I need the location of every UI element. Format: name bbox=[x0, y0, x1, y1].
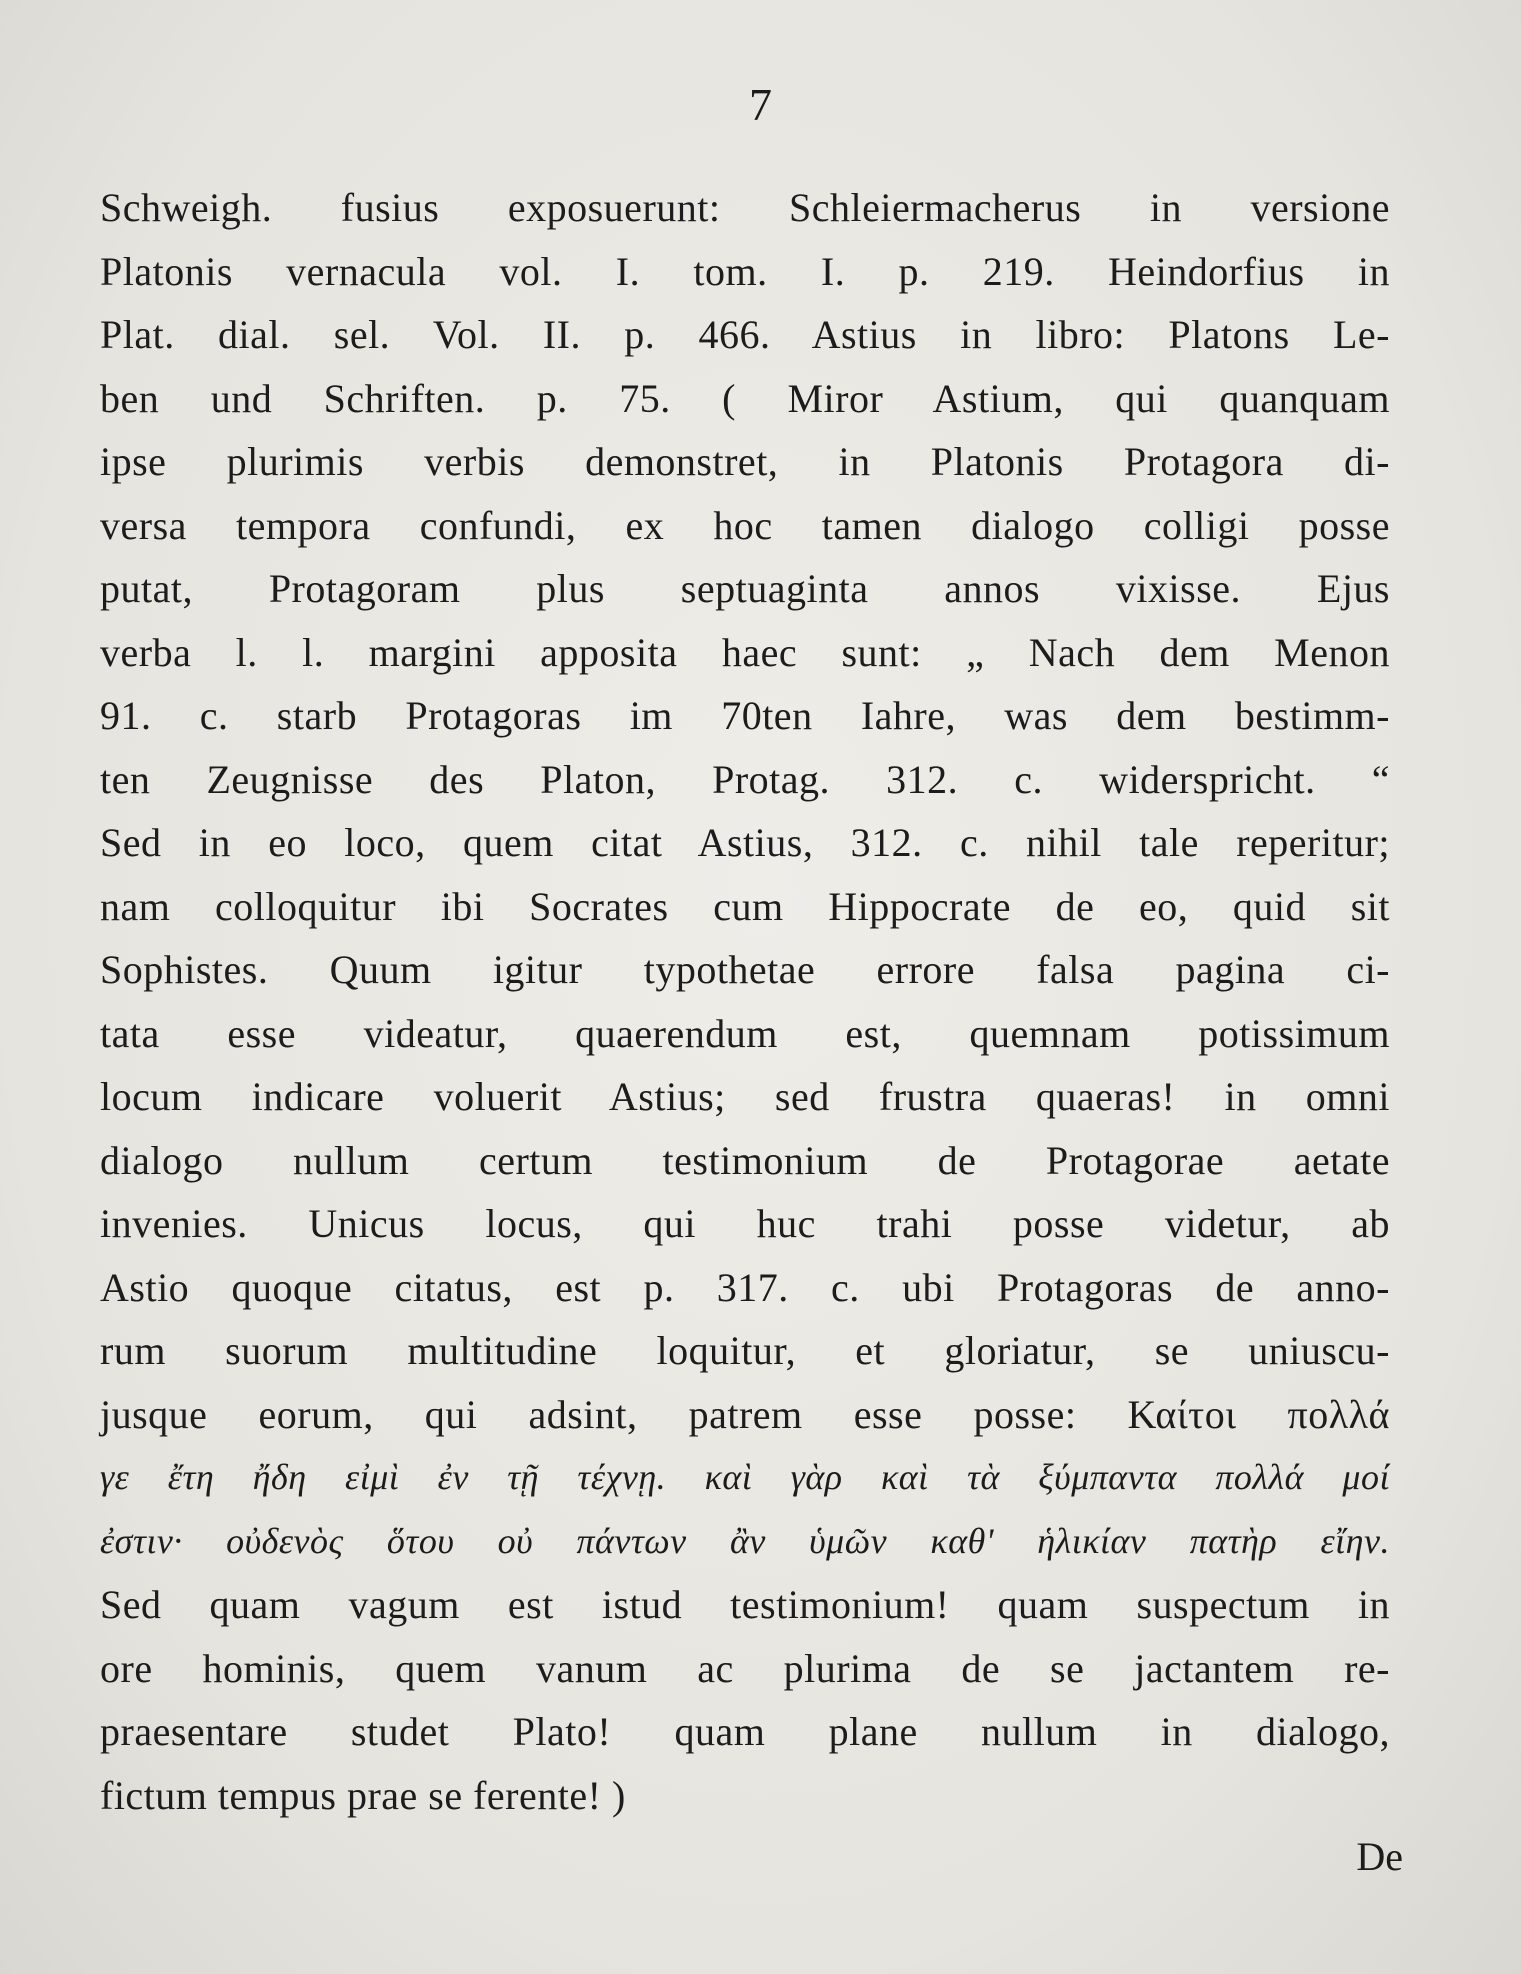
page-number: 7 bbox=[749, 79, 772, 130]
text-line: tata esse videatur, quaerendum est, quemnam potissimum bbox=[100, 1010, 1390, 1056]
text-line: Astio quoque citatus, est p. 317. c. ubi Protagoras de anno- bbox=[100, 1264, 1390, 1310]
greek-text-line: γε ἔτη ἤδη εἰμὶ ἐν τῇ τέχνῃ. καὶ γὰρ καὶ τὰ ξύμπαντα πολλά μοί bbox=[100, 1457, 1390, 1497]
text-line: versa tempora confundi, ex hoc tamen dialogo colligi posse bbox=[100, 502, 1390, 548]
body-text bbox=[100, 176, 1390, 1827]
text-line: locum indicare voluerit Astius; sed frustra quaeras! in omni bbox=[100, 1074, 1390, 1119]
text-line: ore hominis, quem vanum ac plurima de se jactantem re- bbox=[100, 1645, 1390, 1691]
text-line: Sed in eo loco, quem citat Astius, 312. c. nihil tale reperitur; bbox=[100, 820, 1390, 865]
text-line: jusque eorum, qui adsint, patrem esse posse: Καίτοι πολλά bbox=[100, 1391, 1390, 1437]
text-line: verba l. l. margini apposita haec sunt: „ Nach dem Menon bbox=[100, 629, 1390, 675]
text-line: putat, Protagoram plus septuaginta annos vixisse. Ejus bbox=[100, 566, 1390, 611]
text-line: Sed quam vagum est istud testimonium! quam suspectum in bbox=[100, 1582, 1390, 1627]
text-line: ipse plurimis verbis demonstret, in Platonis Protagora di- bbox=[100, 439, 1390, 484]
text-line: Sophistes. Quum igitur typothetae errore falsa pagina ci- bbox=[100, 947, 1390, 992]
greek-text-line: ἐστιν· οὐδενὸς ὅτου οὐ πάντων ἂν ὑμῶν καθ' ἡλικίαν πατὴρ εἴην. bbox=[100, 1520, 1390, 1561]
text-line: invenies. Unicus locus, qui huc trahi posse videtur, ab bbox=[100, 1201, 1390, 1246]
text-line: 91. c. starb Protagoras im 70ten Iahre, was dem bestimm- bbox=[100, 693, 1390, 738]
text-line: fictum tempus prae se ferente! ) bbox=[100, 1772, 626, 1818]
text-line: praesentare studet Plato! quam plane nullum in dialogo, bbox=[100, 1709, 1390, 1754]
text-line: nam colloquitur ibi Socrates cum Hippocrate de eo, quid sit bbox=[100, 883, 1390, 929]
catchword: De bbox=[1356, 1834, 1403, 1879]
text-line: dialogo nullum certum testimonium de Protagorae aetate bbox=[100, 1137, 1390, 1183]
text-line: Schweigh. fusius exposuerunt: Schleiermacherus in versione bbox=[100, 185, 1390, 230]
text-line: Platonis vernacula vol. I. tom. I. p. 219. Heindorfius in bbox=[100, 248, 1390, 294]
text-line: rum suorum multitudine loquitur, et gloriatur, se uniuscu- bbox=[100, 1328, 1390, 1373]
text-line: Plat. dial. sel. Vol. II. p. 466. Astius in libro: Platons Le- bbox=[100, 312, 1390, 357]
text-line: ben und Schriften. p. 75. ( Miror Astium, qui quanquam bbox=[100, 375, 1390, 421]
text-line: ten Zeugnisse des Platon, Protag. 312. c. widerspricht. “ bbox=[100, 756, 1390, 802]
